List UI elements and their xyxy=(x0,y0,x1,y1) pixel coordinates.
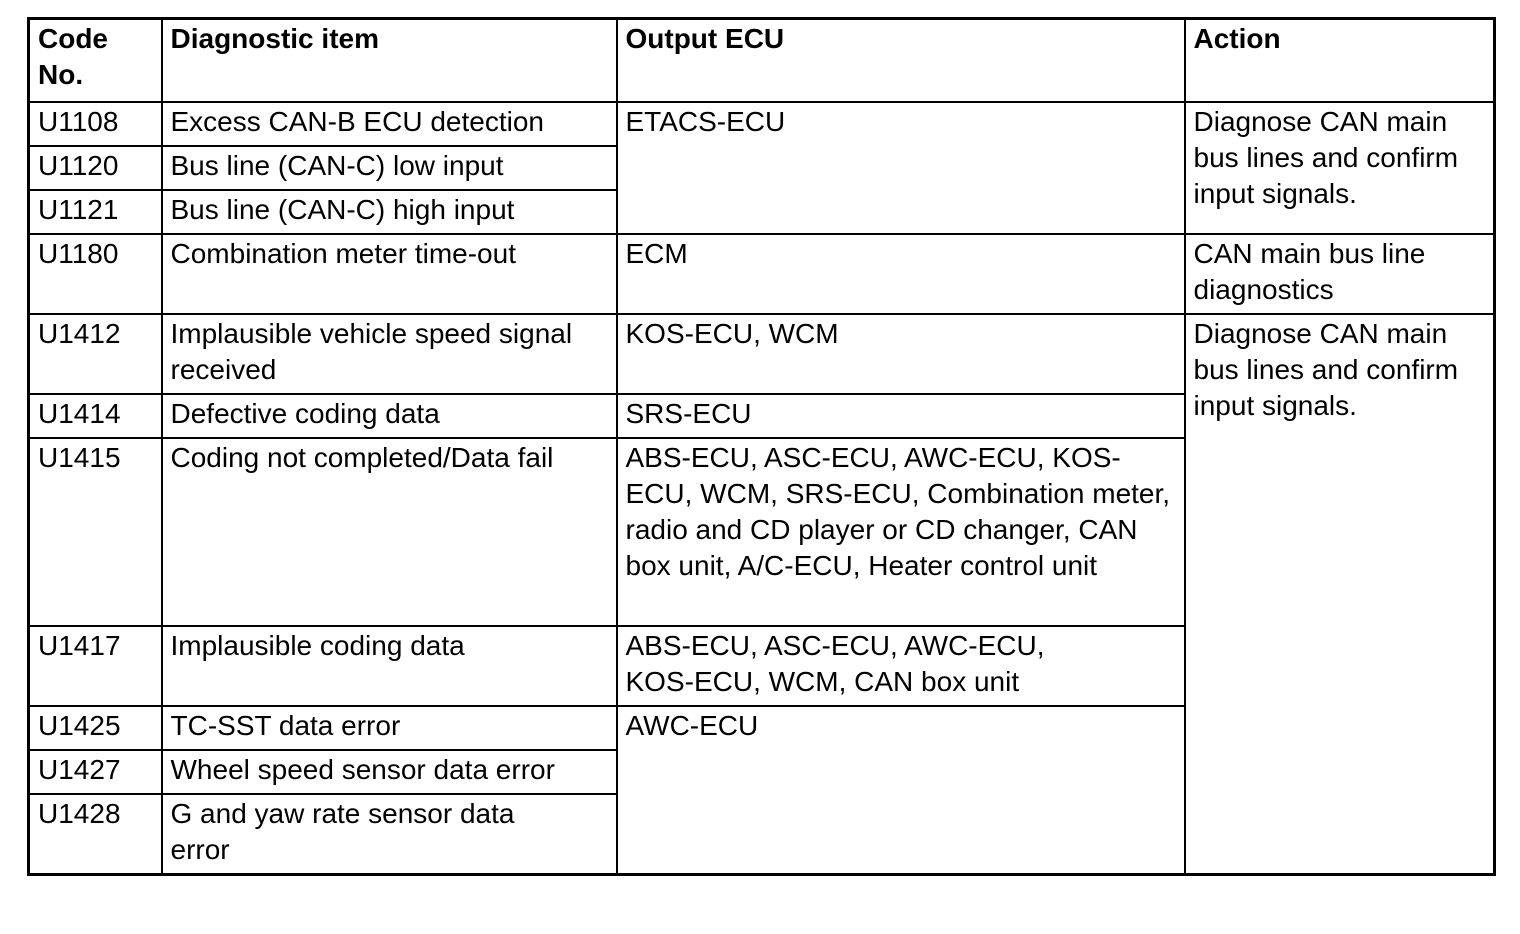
diagnostic-item-cell: Defective coding data xyxy=(162,394,617,438)
code-cell: U1427 xyxy=(29,750,162,794)
code-cell: U1120 xyxy=(29,146,162,190)
output-ecu-cell: ABS-ECU, ASC-ECU, AWC-ECU, KOS-ECU, WCM, SRS-ECU, Combination meter, radio and CD player or CD changer, CAN box unit, A/C-ECU, Heater control unit xyxy=(617,438,1185,626)
code-cell: U1412 xyxy=(29,314,162,394)
code-cell: U1108 xyxy=(29,102,162,146)
diagnostic-item-cell: Wheel speed sensor data error xyxy=(162,750,617,794)
diagnostic-item-cell: Combination meter time-out xyxy=(162,234,617,314)
diagnostic-item-cell: TC-SST data error xyxy=(162,706,617,750)
diagnostic-item-cell: Implausible coding data xyxy=(162,626,617,706)
output-ecu-cell: ETACS-ECU xyxy=(617,102,1185,234)
output-ecu-cell: ECM xyxy=(617,234,1185,314)
code-cell: U1425 xyxy=(29,706,162,750)
code-cell: U1415 xyxy=(29,438,162,626)
code-cell: U1417 xyxy=(29,626,162,706)
code-cell: U1121 xyxy=(29,190,162,234)
table-row xyxy=(29,314,1495,394)
action-cell: CAN main bus line diagnostics xyxy=(1185,234,1495,314)
diagnostic-item-cell: G and yaw rate sensor data error xyxy=(162,794,617,874)
action-cell: Diagnose CAN main bus lines and confirm input signals. xyxy=(1185,102,1495,234)
table-header-row xyxy=(29,19,1495,103)
action-cell: Diagnose CAN main bus lines and confirm input signals. xyxy=(1185,314,1495,874)
diagnostic-item-cell: Excess CAN-B ECU detection xyxy=(162,102,617,146)
table-row xyxy=(29,234,1495,314)
output-ecu-cell: KOS-ECU, WCM xyxy=(617,314,1185,394)
diagnostic-item-cell: Coding not completed/Data fail xyxy=(162,438,617,626)
output-ecu-cell: AWC-ECU xyxy=(617,706,1185,874)
header-action: Action xyxy=(1185,19,1495,103)
header-code-no: Code No. xyxy=(29,19,162,103)
header-diagnostic-item: Diagnostic item xyxy=(162,19,617,103)
code-cell: U1428 xyxy=(29,794,162,874)
diagnostic-item-cell: Implausible vehicle speed signal received xyxy=(162,314,617,394)
diagnostic-item-cell: Bus line (CAN-C) high input xyxy=(162,190,617,234)
header-output-ecu: Output ECU xyxy=(617,19,1185,103)
code-cell: U1414 xyxy=(29,394,162,438)
diagnostic-code-table xyxy=(27,17,1496,876)
diagnostic-item-cell: Bus line (CAN-C) low input xyxy=(162,146,617,190)
output-ecu-cell: SRS-ECU xyxy=(617,394,1185,438)
table-row xyxy=(29,102,1495,146)
code-cell: U1180 xyxy=(29,234,162,314)
output-ecu-cell: ABS-ECU, ASC-ECU, AWC-ECU, KOS-ECU, WCM, CAN box unit xyxy=(617,626,1185,706)
